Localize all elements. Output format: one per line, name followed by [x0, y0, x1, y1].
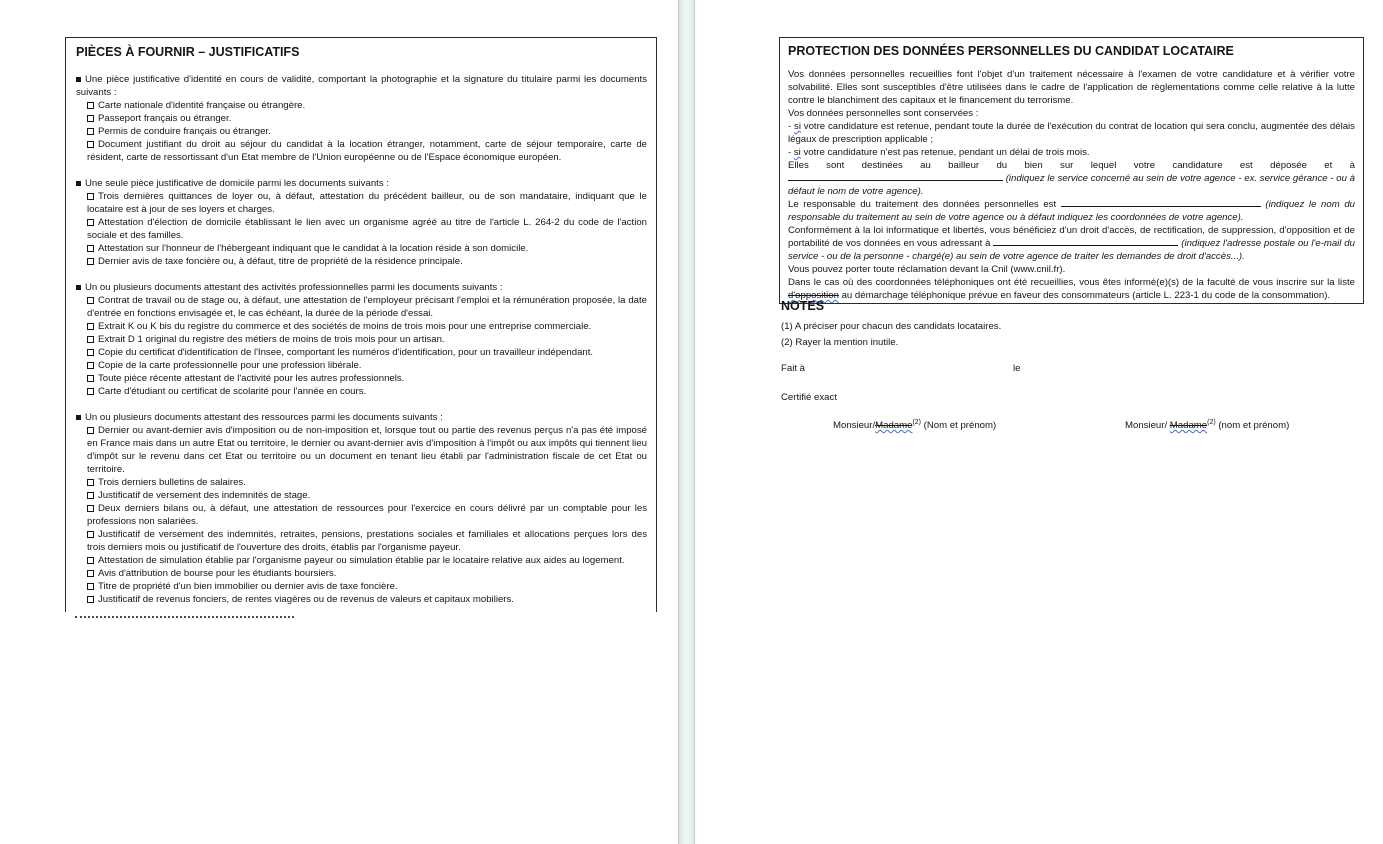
checkbox-icon[interactable] [87, 375, 94, 382]
checklist-item-text: Extrait D 1 original du registre des métiers de moins de trois mois pour un artisan. [98, 334, 445, 345]
checkbox-icon[interactable] [87, 102, 94, 109]
privacy-text: - [788, 147, 794, 158]
checkbox-icon[interactable] [87, 583, 94, 590]
protection-donnees-box [779, 37, 1364, 304]
checklist-item-text: Justificatif de versement des indemnités, retraites, pensions, prestations sociales et familiales et allocations perçues lors des trois derniers mois ou justificatif de l'ouverture des droits, établis par l'organisme payeur. [87, 529, 647, 553]
privacy-text: Dans le cas où des coordonnées téléphoniques ont été recueillies, vous êtes informé(e)(s) de la faculté de vous inscrire sur la liste [788, 277, 1355, 288]
privacy-text: Vos données personnelles recueillies font l'objet d'un traitement nécessaire à l'examen de votre candidature et à vérifier votre solvabilité. Elles sont susceptibles d'être utilisées dans le cadre de l'application de règlementations comme celle relative à la lutte contre le blanchiment des capitaux et le financement du terrorisme. [788, 69, 1355, 106]
checklist-item-text: Copie de la carte professionnelle pour une profession libérale. [98, 360, 362, 371]
privacy-text: Vos données personnelles sont conservées : [788, 108, 979, 119]
signature-line-2 [1125, 419, 1289, 431]
checklist-item [87, 346, 647, 359]
checklist-item-text: Attestation d'élection de domicile établissant le lien avec un organisme agréé au titre de l'article L. 264-2 du code de l'action sociale et des familles. [87, 217, 647, 241]
checkbox-icon[interactable] [87, 388, 94, 395]
checklist-item [87, 320, 647, 333]
checklist-item [87, 190, 647, 216]
checkbox-icon[interactable] [87, 245, 94, 252]
checkbox-icon[interactable] [87, 297, 94, 304]
privacy-text: Le responsable du traitement des données personnelles est [788, 199, 1061, 210]
checklist-item-text: Carte nationale d'identité française ou étrangère. [98, 100, 306, 111]
privacy-instruction-italic: (indiquez le service concerné au sein de votre agence - ex. service gérance - ou à défaut le nom de votre agence). [788, 173, 1355, 197]
right-page [695, 0, 1383, 844]
privacy-text: votre candidature est retenue, pendant toute la durée de l'exécution du contrat de location qui sera conclu, augmentée des délais légaux de prescription applicable ; [788, 121, 1355, 145]
section-identite [76, 73, 647, 164]
left-page [0, 0, 678, 844]
checklist-item [87, 255, 647, 268]
checklist-item [87, 138, 647, 164]
struck-word [1170, 420, 1207, 431]
checklist-item-text: Attestation sur l'honneur de l'hébergeant indiquant que le candidat à la location réside à son domicile. [98, 243, 529, 254]
checklist-item-text: Passeport français ou étranger. [98, 113, 232, 124]
checklist-item [87, 216, 647, 242]
checklist-item [87, 476, 647, 489]
fill-in-blank[interactable] [1061, 198, 1261, 207]
checklist-item [87, 372, 647, 385]
checkbox-icon[interactable] [87, 362, 94, 369]
checkbox-icon[interactable] [87, 427, 94, 434]
privacy-paragraph [788, 107, 1355, 120]
checklist-item [87, 385, 647, 398]
checkbox-icon[interactable] [87, 492, 94, 499]
checklist-item [87, 502, 647, 528]
section-ressources [76, 411, 647, 606]
checkbox-icon[interactable] [87, 219, 94, 226]
checklist-item [87, 125, 647, 138]
privacy-paragraph [788, 159, 1355, 198]
checklist-item [87, 593, 647, 606]
signature-line-1 [833, 419, 996, 431]
spellcheck-word: si [794, 121, 801, 132]
checklist-item-text: Toute pièce récente attestant de l'activité pour les autres professionnels. [98, 373, 405, 384]
checklist-item [87, 580, 647, 593]
section-header [76, 411, 647, 424]
checklist-item [87, 333, 647, 346]
note-line: (2) Rayer la mention inutile. [781, 337, 899, 348]
checklist-item-text: Contrat de travail ou de stage ou, à défaut, une attestation de l'employeur précisant l'emploi et la rémunération proposée, la date d'entrée en fonctions envisagée et, le cas échéant, la durée de la période d'essai. [87, 295, 647, 319]
pieces-a-fournir-box [65, 37, 657, 612]
sig-prefix: Monsieur/ [833, 420, 876, 432]
le-label: le [1013, 363, 1021, 374]
checkbox-icon[interactable] [87, 115, 94, 122]
section-bullet-icon [76, 415, 81, 420]
checklist-item [87, 99, 647, 112]
checklist-item [87, 528, 647, 554]
notes-section [781, 298, 1001, 351]
fait-a-label: Fait à [781, 363, 805, 374]
checkbox-icon[interactable] [87, 479, 94, 486]
checkbox-icon[interactable] [87, 570, 94, 577]
section-activites-professionnelles [76, 281, 647, 398]
checklist-item-text: Document justifiant du droit au séjour du candidat à la location étranger, notamment, carte de séjour temporaire, carte de résident, carte de ressortissant d'un Etat membre de l'Union européenne ou de l'Espace économique européen. [87, 139, 647, 163]
checklist-item [87, 112, 647, 125]
spellcheck-word: si [793, 147, 801, 158]
checkbox-icon[interactable] [87, 258, 94, 265]
spellcheck-word: Madame [1169, 420, 1208, 432]
checkbox-icon[interactable] [87, 141, 94, 148]
section-bullet-icon [76, 181, 81, 186]
privacy-text: Elles sont destinées au bailleur du bien sur lequel votre candidature est déposée et à [788, 160, 1355, 171]
section-header-text: Un ou plusieurs documents attestant des ressources parmi les documents suivants : [85, 412, 443, 423]
checklist-item-text: Dernier avis de taxe foncière ou, à défaut, titre de propriété de la résidence principale. [98, 256, 463, 267]
checklist-item-text: Dernier ou avant-dernier avis d'imposition ou de non-imposition et, lorsque tout ou partie des revenus perçus n'a pas été imposé en France mais dans un autre Etat ou territoire, le dernier ou avant-dernier avis d'imposition à l'impôt ou aux impôts qui tiennent lieu d'impôt sur le revenu dans cet Etat ou territoire ou un document en tenant lieu établi par l'administration fiscale de cet Etat ou territoire. [87, 425, 647, 475]
section-header [76, 281, 647, 294]
section-bullet-icon [76, 285, 81, 290]
checklist-item-text: Carte d'étudiant ou certificat de scolarité pour l'année en cours. [98, 386, 367, 397]
checklist-item [87, 567, 647, 580]
dotted-separator [75, 616, 294, 618]
section-header [76, 177, 647, 190]
checklist-item [87, 424, 647, 476]
section-domicile [76, 177, 647, 268]
note-reference: (2) [912, 419, 922, 426]
checklist-item [87, 359, 647, 372]
section-header-text: Un ou plusieurs documents attestant des activités professionnelles parmi les documents suivants : [85, 282, 503, 293]
note-reference: (2) [1207, 419, 1216, 426]
privacy-paragraph [788, 198, 1355, 224]
certifie-exact-label: Certifié exact [781, 392, 837, 403]
section-header-text: Une seule pièce justificative de domicile parmi les documents suivants : [85, 178, 389, 189]
privacy-text: Conformément à la loi informatique et libertés, vous bénéficiez d'un droit d'accès, de rectification, de suppression, d'opposition et de portabilité de vos données en vous adressant à [788, 225, 1355, 249]
privacy-text: votre candidature n'est pas retenue, pendant un délai de trois mois. [800, 147, 1090, 158]
note-line: (1) A préciser pour chacun des candidats locataires. [781, 321, 1002, 332]
checklist-item-text: Justificatif de versement des indemnités de stage. [98, 490, 311, 501]
checkbox-icon[interactable] [87, 596, 94, 603]
pieces-title: PIÈCES À FOURNIR – JUSTIFICATIFS [76, 45, 300, 59]
checkbox-icon[interactable] [87, 336, 94, 343]
privacy-instruction-italic: (indiquez l'adresse postale ou l'e-mail du service - ou de la personne - chargé(e) au sein de votre agence de traiter les demandes de droit d'accès...). [788, 238, 1355, 262]
checklist-item [87, 489, 647, 502]
checkbox-icon[interactable] [87, 505, 94, 512]
checkbox-icon[interactable] [87, 349, 94, 356]
notes-heading: NOTES [781, 299, 825, 313]
struck-word [875, 420, 912, 431]
privacy-paragraph [788, 224, 1355, 263]
checklist-item [87, 294, 647, 320]
sig-suffix: (Nom et prénom) [921, 420, 997, 432]
privacy-text: Vous pouvez porter toute réclamation devant la Cnil (www.cnil.fr). [788, 264, 1066, 275]
fait-a-row [781, 363, 1211, 374]
checklist-item [87, 554, 647, 567]
protection-title: PROTECTION DES DONNÉES PERSONNELLES DU CANDIDAT LOCATAIRE [788, 44, 1234, 58]
section-header [76, 73, 647, 99]
privacy-paragraph [788, 120, 1355, 146]
checklist-item-text: Attestation de simulation établie par l'organisme payeur ou simulation établie par le locataire relative aux aides au logement. [98, 555, 625, 566]
fill-in-blank[interactable] [788, 172, 1003, 181]
checklist-item-text: Trois derniers bulletins de salaires. [98, 477, 246, 488]
checklist-item-text: Avis d'attribution de bourse pour les étudiants boursiers. [98, 568, 337, 579]
checklist-item-text: Justificatif de revenus fonciers, de rentes viagères ou de revenus de valeurs et capitaux mobiliers. [98, 594, 514, 605]
checkbox-icon[interactable] [87, 193, 94, 200]
section-bullet-icon [76, 77, 81, 82]
spellcheck-word: Madame [875, 420, 913, 432]
fill-in-blank[interactable] [993, 237, 1178, 246]
checklist-item-text: Deux derniers bilans ou, à défaut, une attestation de ressources pour l'exercice en cours délivré par un comptable pour les professions non salariées. [87, 503, 647, 527]
privacy-paragraph [788, 263, 1355, 276]
checklist-item-text: Titre de propriété d'un bien immobilier ou dernier avis de taxe foncière. [98, 581, 398, 592]
checklist-item-text: Extrait K ou K bis du registre du commerce et des sociétés de moins de trois mois pour une entreprise commerciale. [98, 321, 592, 332]
privacy-text: - [788, 121, 795, 132]
checkbox-icon[interactable] [87, 128, 94, 135]
privacy-paragraph [788, 68, 1355, 107]
page-divider [678, 0, 695, 844]
checkbox-icon[interactable] [87, 557, 94, 564]
sig-suffix: (nom et prénom) [1215, 420, 1290, 432]
checklist-item [87, 242, 647, 255]
checklist-item-text: Copie du certificat d'identification de l'Insee, comportant les numéros d'identification, pour un travailleur indépendant. [98, 347, 594, 358]
section-header-text: Une pièce justificative d'identité en cours de validité, comportant la photographie et la signature du titulaire parmi les documents suivants : [76, 74, 647, 98]
spellcheck-word: d'opposition [788, 290, 839, 301]
sig-prefix: Monsieur/ [1125, 420, 1170, 432]
privacy-text: au démarchage téléphonique prévue en faveur des consommateurs (article L. 223-1 du code de la consommation). [838, 290, 1331, 301]
checklist-item-text: Trois dernières quittances de loyer ou, à défaut, attestation du précédent bailleur, ou de son mandataire, indiquant que le locataire est à jour de ses loyers et charges. [87, 191, 647, 215]
privacy-paragraph [788, 146, 1355, 159]
checkbox-icon[interactable] [87, 323, 94, 330]
privacy-instruction-italic: (indiquez le nom du responsable du traitement au sein de votre agence ou à défaut indiquez les coordonnées de votre agence). [788, 199, 1355, 223]
checkbox-icon[interactable] [87, 531, 94, 538]
checklist-item-text: Permis de conduire français ou étranger. [98, 126, 271, 137]
